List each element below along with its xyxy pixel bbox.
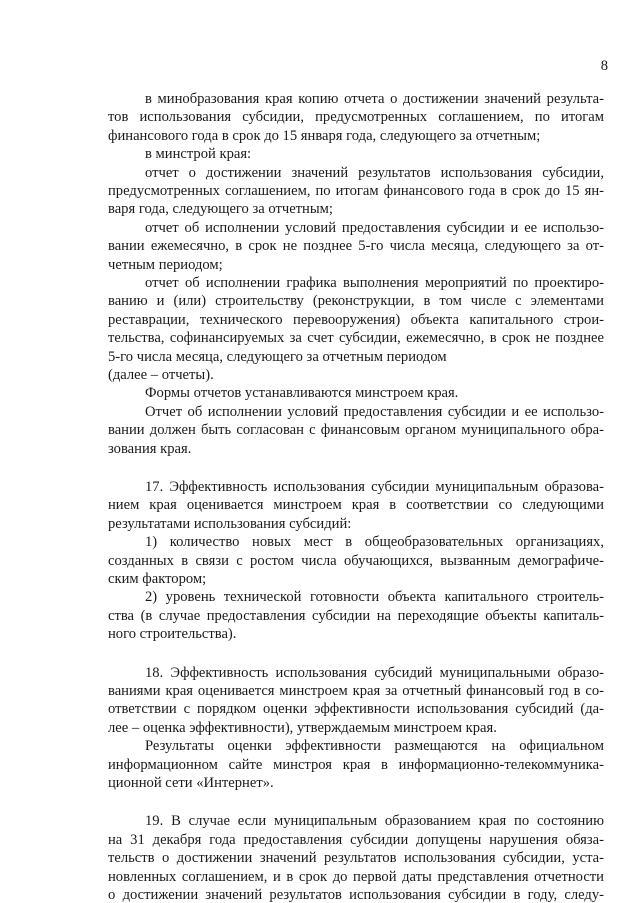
text-line: вании должен быть согласован с финансовым органом муниципального обра- xyxy=(108,422,604,439)
text-line: реставрации, технического перевооружения) объекта капитального строи- xyxy=(108,311,604,328)
text-line: о достижении значений результатов использования субсидии в году, следу- xyxy=(108,887,604,903)
text-line: зования края. xyxy=(108,440,192,457)
text-line: 18. Эффективность использования субсидий муниципальными образо- xyxy=(145,664,604,681)
text-line: ства (в случае предоставления субсидии на переходящие объекты капиталь- xyxy=(108,607,604,624)
text-line: ским фактором; xyxy=(108,571,207,587)
text-line: отчет об исполнении графика выполнения мероприятий по проектиро- xyxy=(145,275,604,291)
text-line: 1) количество новых мест в общеобразовательных организациях, xyxy=(145,534,604,551)
page-number: 8 xyxy=(600,58,608,74)
text-line: предусмотренных соглашением, по итогам финансового года в срок до 15 ян- xyxy=(108,183,604,199)
text-line: 5-го числа месяца, следующего за отчетным периодом xyxy=(108,348,447,365)
text-line: тельства, софинансируемых за счет субсидии, ежемесячно, в срок не позднее xyxy=(108,330,604,347)
text-line: 19. В случае если муниципальным образованием края по состоянию xyxy=(145,813,604,830)
text-line: результатами использования субсидий: xyxy=(108,515,352,532)
text-line: ванию и (или) строительству (реконструкции, в том числе с элементами xyxy=(108,293,604,310)
text-line: (далее – отчеты). xyxy=(108,367,214,383)
text-line: нием края оценивается минстроем края в соответствии со следующими xyxy=(108,497,604,514)
text-line: новленных соглашением, и в срок до первой даты представления отчетности xyxy=(108,868,604,885)
text-line: ваниями края оценивается минстроем края за отчетный финансовый год в со- xyxy=(108,683,604,699)
text-line: варя года, следующего за отчетным; xyxy=(108,201,333,218)
text-line: вании ежемесячно, в срок не позднее 5-го числа месяца, следующего за от- xyxy=(108,238,604,255)
text-line: созданных в связи с ростом числа обучающихся, вызванным демографиче- xyxy=(108,552,604,569)
text-line: 2) уровень технической готовности объекта капитального строитель- xyxy=(145,589,604,606)
text-line: в минстрой края: xyxy=(145,146,252,163)
text-line: отчет о достижении значений результатов использования субсидии, xyxy=(145,164,604,181)
text-line: ответствии с порядком оценки эффективности использования субсидий (да- xyxy=(108,701,604,718)
text-line: на 31 декабря года предоставления субсидии допущены нарушения обяза- xyxy=(108,831,604,848)
text-line: Формы отчетов устанавливаются минстроем края. xyxy=(145,385,459,402)
text-line: тельств о достижении значений результатов использования субсидии, уста- xyxy=(108,850,604,867)
text-line: в минобразования края копию отчета о достижении значений результа- xyxy=(145,91,604,107)
text-line: четным периодом; xyxy=(108,256,223,273)
text-line: ного строительства). xyxy=(108,626,237,643)
text-line: лее – оценка эффективности), утверждаемым минстроем края. xyxy=(108,719,497,736)
text-line: Результаты оценки эффективности размещаются на официальном xyxy=(145,738,604,755)
text-line: отчет об исполнении условий предоставления субсидии и ее использо- xyxy=(145,219,604,236)
text-line: тов использования субсидии, предусмотренных соглашением, по итогам xyxy=(108,109,604,126)
text-line: Отчет об исполнении условий предоставления субсидии и ее использо- xyxy=(145,403,604,420)
text-line: ционной сети «Интернет». xyxy=(108,775,274,791)
text-line: информационном сайте минстроя края в информационно-телекоммуника- xyxy=(108,756,604,773)
text-line: финансового года в срок до 15 января года, следующего за отчетным; xyxy=(108,127,541,144)
text-line: 17. Эффективность использования субсидии муниципальным образова- xyxy=(145,479,604,495)
